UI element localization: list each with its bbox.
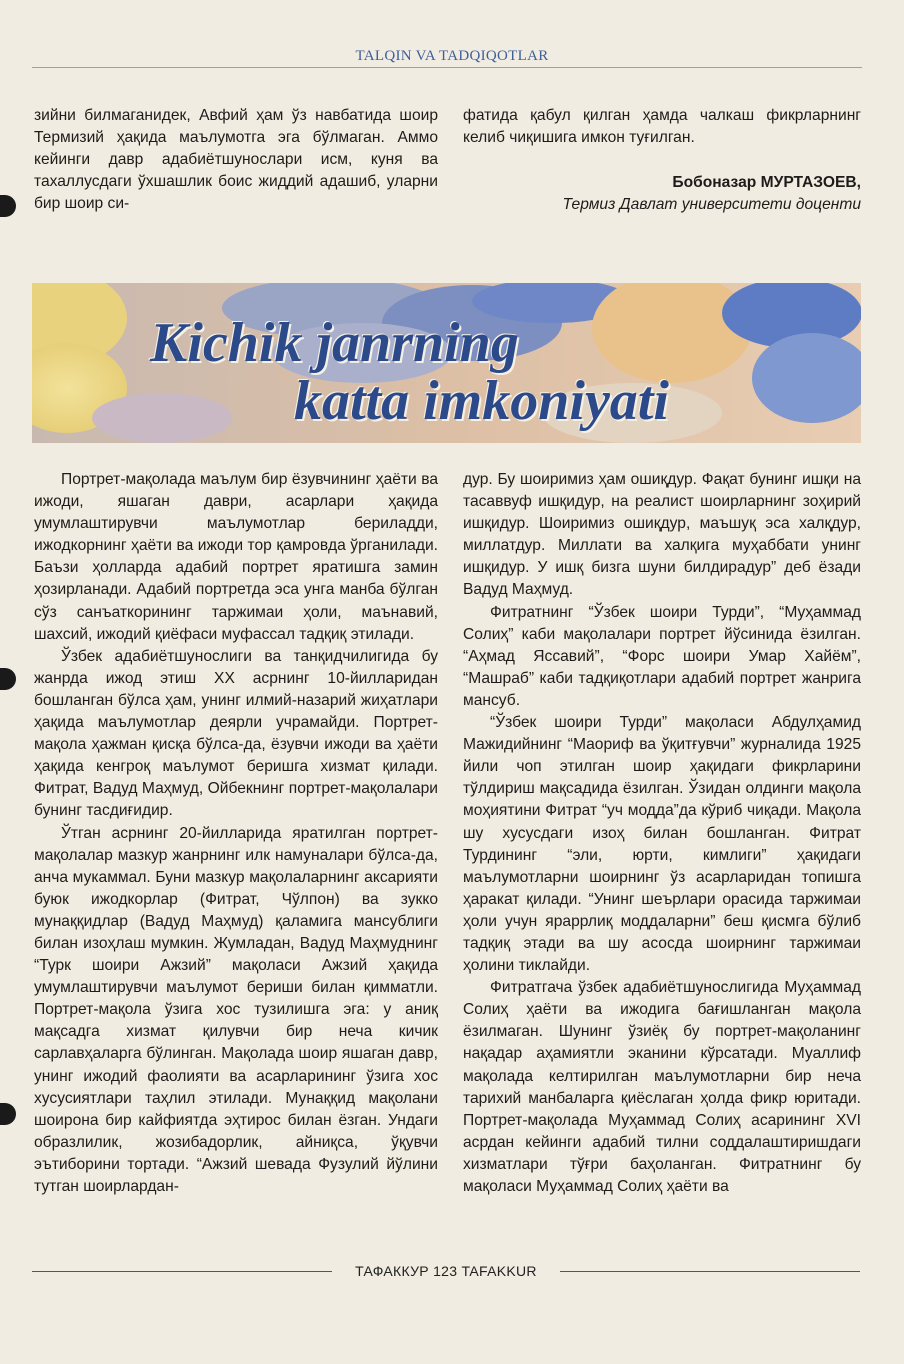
footer-rule-right: [560, 1271, 860, 1272]
article-paragraph: Ўзбек адабиётшунослиги ва танқидчилигида бу жанрда ижод этиш XX асрнинг 10-йилларидан бошланган бўлса ҳам, унинг илмий-назарий жиҳатлари ҳақида маълумотлар деярли учрамайди. Портрет-мақола ҳажман қисқа бўлса-да, ёзувчи ижоди ва ҳаёти ҳақида кенгроқ маълумот беришга хизмат қилади. Фитрат, Вадуд Маҳмуд, Ойбекнинг портрет-мақолалари бунинг тасдиғидир.: [34, 647, 438, 820]
article-paragraph: Портрет-мақолада маълум бир ёзувчининг ҳаёти ва ижоди, яшаган даври, асарлари ҳақида умумлаштирувчи маълумотлар бериладди, ижодкорнинг ҳаёти ва ижоди тор қамровда ўрганилади. Баъзи ҳолларда адабий портрет яратишга замин ҳозирланади. Адабий портретда эса унга манба бўлган сўз санъаткорининг таржимаи ҳоли, маънавий, шахсий, ижодий қиёфаси муфассал тадқиқ этилади.: [34, 471, 438, 643]
article-paragraph: Фитратнинг “Ўзбек шоири Турди”, “Муҳаммад Солиҳ” каби мақолалари портрет йўсинида ёзилган. “Аҳмад Яссавий”, “Форс шоири Умар Хайём”, “Машраб” каби тадқиқотлари адабий портрет жанрига мансуб.: [463, 603, 861, 709]
article-paragraph: дур. Бу шоиримиз ҳам ошиқдур. Фақат бунинг ишқи на тасаввуф ишқидур, на реалист шоирларнинг зоҳирий ишқидур. Шоиримиз ошиқдур, маъшуқ эса халқдур, миллатдур. Миллати ва халқига муҳаббати унинг ишқидур. У ишқ бизга шуни билдирадур” деб ёзади Вадуд Маҳмуд.: [463, 471, 861, 599]
article-title-line-1: Kichik janrning: [150, 312, 519, 374]
author-affiliation: Термиз Давлат университети доценти: [562, 196, 861, 214]
article-right-column: [463, 469, 861, 1198]
binder-hole: [0, 1103, 16, 1125]
page-footer: ТАФАККУР 123 TAFAKKUR: [355, 1263, 537, 1279]
article-left-column: [34, 469, 438, 1198]
prev-article-right-column: [463, 105, 861, 216]
running-header: TALQIN VA TADQIQOTLAR: [355, 48, 549, 64]
prev-article-left-text: зийни билмаганидек, Авфий ҳам ўз навбатида шоир Термизий ҳақида маълумотга эга бўлмаган. Аммо кейинги давр адабиётшунослари исм, куня ва тахаллусдаги ўхшашлик боис жиддий адашиб, уларни бир шоир си-: [34, 107, 438, 213]
binder-hole: [0, 668, 16, 690]
footer-rule-left: [32, 1271, 332, 1272]
article-title-banner: [32, 283, 861, 443]
prev-article-left-column: [34, 105, 438, 215]
article-paragraph: “Ўзбек шоири Турди” мақоласи Абдулҳамид Мажидийнинг “Маориф ва ўқитғувчи” журналида 1925 йили чоп этилган шоир ҳақидаги фикрларини тўлдириш мақсадида ёзилган. Ўзидан олдинги мақола моҳиятини Фитрат “уч модда”да кўриб чиқади. Мақола шу хусусдаги изоҳ билан бошланган. Фитрат Турдининг “эли, юрти, кимлиги” ҳақидаги маълумотларни шоирнинг ўз асарларидан топишга ҳаракат қилади. “Унинг шеърлари орасида таржимаи ҳоли учун яраррлиқ моддаларни” беш қисмга бўлиб тадқиқ этади ва шу асосда шоирнинг таржимаи ҳолини тиклайди.: [463, 714, 861, 975]
prev-article-right-text: фатида қабул қилган ҳамда чалкаш фикрларнинг келиб чиқишига имкон туғилган.: [463, 107, 861, 147]
author-signature: Бобоназар МУРТАЗОЕВ,: [672, 174, 861, 192]
article-paragraph: Ўтган асрнинг 20-йилларида яратилган портрет-мақолалар мазкур жанрнинг илк намуналари бўлса-да, анча мукаммал. Буни мазкур мақолаларнинг аксарияти буюк ижодкорлар (Фитрат, Чўлпон) ва зукко мунаққидлар (Вадуд Маҳмуд) қаламига мансублиги билан изоҳлаш мумкин. Жумладан, Вадуд Маҳмуднинг “Турк шоири Ажзий” мақоласи Ажзий ҳақида умумлаштирувчи маълумот бериши билан қимматли. Портрет-мақола ўзига хос тузилишга эга: у аниқ мақсадга хизмат қилувчи бир неча кичик сарлавҳаларга бўлинган. Мақолада шоир яшаган давр, унинг ижодий фаолияти ва асарларининг ўзига хос хусусиятлари таҳлил этилади. Мунаққид мақолани шоирона бир кайфиятда эҳтирос билан ёзган. Ундаги образлилик, жозибадорлик, айниқса, ўқувчи эътиборини тортади. “Ажзий шевада Фузулий йўлини тутган шоирлардан-: [34, 824, 438, 1195]
article-title-line-2: katta imkoniyati: [294, 370, 669, 432]
article-title: [32, 283, 861, 443]
binder-hole: [0, 195, 16, 217]
article-paragraph: Фитратгача ўзбек адабиётшунослигида Муҳаммад Солиҳ ҳаёти ва ижодига бағишланган мақола ёзилмаган. Шунинг ўзиёқ бу портрет-мақоланинг нақадар аҳамиятли эканини кўрсатади. Муаллиф мақолада келтирилган маълумотларни бир неча тарихий манбаларга қиёслаган ҳолда фикр юритади. Портрет-мақолада Муҳаммад Солиҳ асарининг XVI асрдан кейинги адабий тилни соддалаштиришдаги хизматлари тўғри баҳоланган. Фитратнинг бу мақоласи Муҳаммад Солиҳ ҳаёти ва: [463, 979, 861, 1195]
header-rule: [32, 67, 862, 68]
